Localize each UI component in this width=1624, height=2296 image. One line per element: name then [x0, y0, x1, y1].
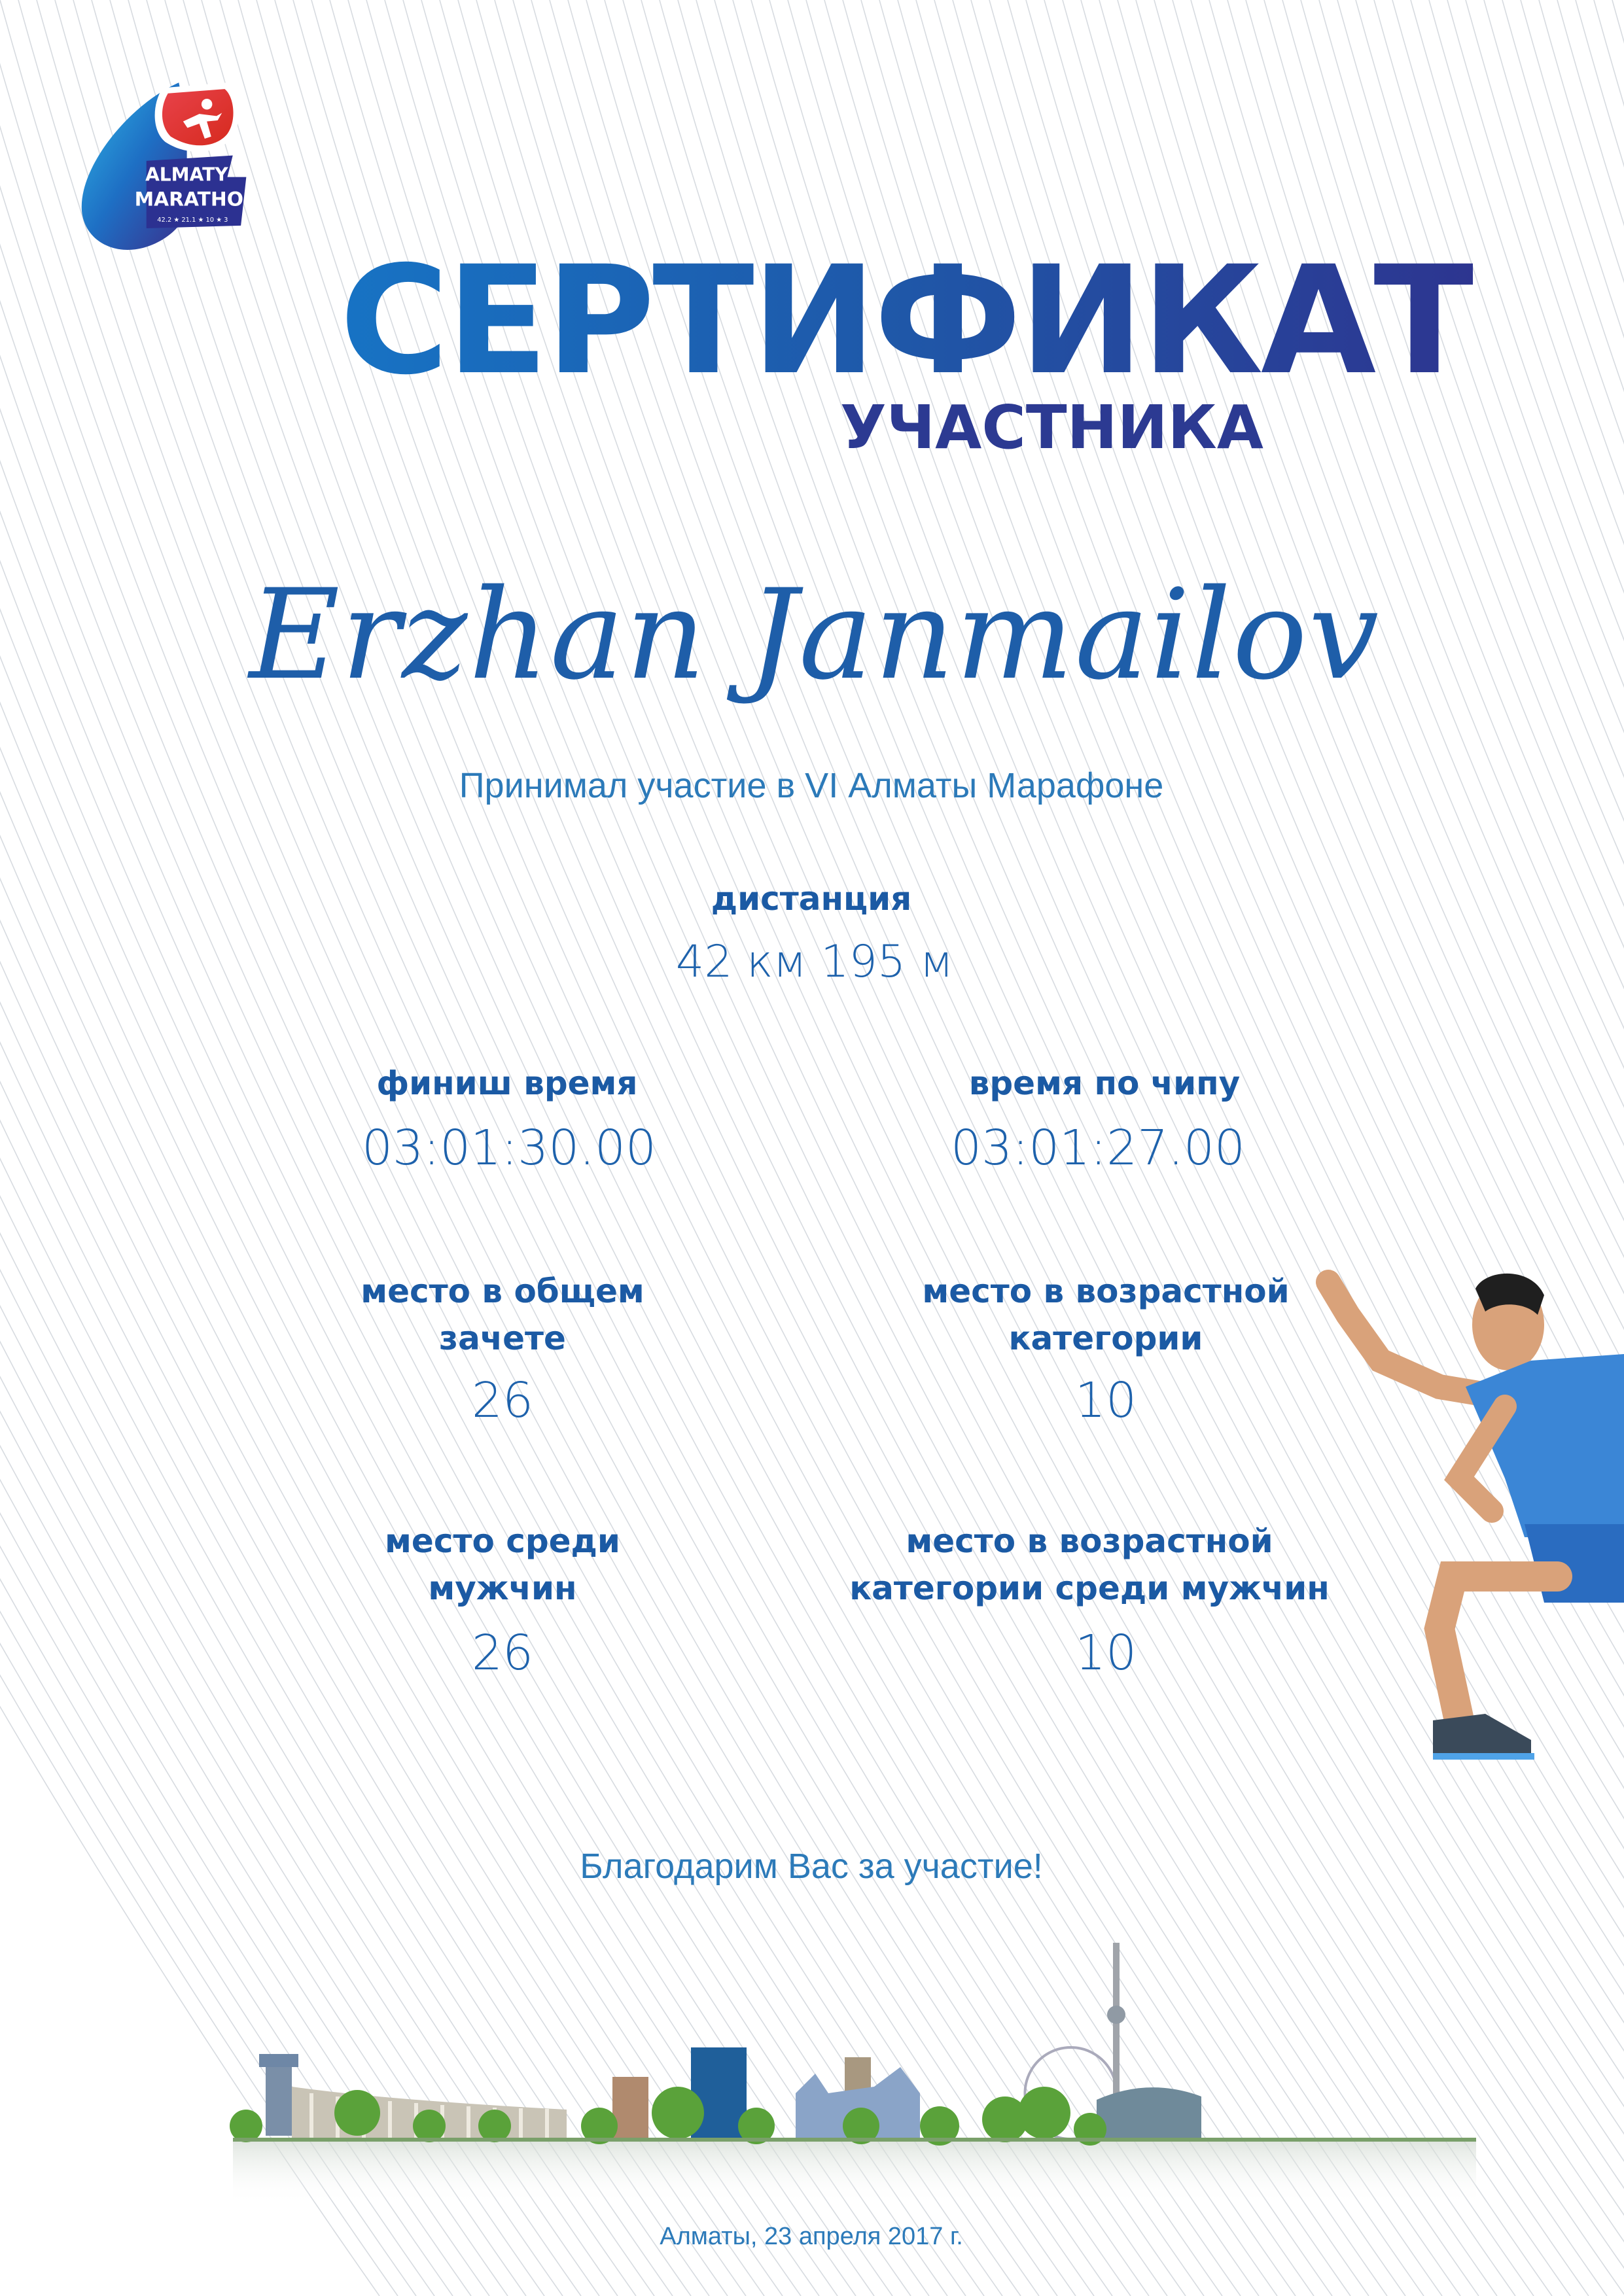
label-line: категории [1008, 1319, 1203, 1357]
background-line [1612, 0, 1624, 2296]
footer-date: Алматы, 23 апреля 2017 г. [660, 2223, 963, 2250]
label-line: категории среди мужчин [849, 1569, 1330, 1607]
background-line [1557, 0, 1624, 2296]
logo-line1: ALMATY [145, 164, 228, 186]
men-place-value: 26 [471, 1625, 534, 1681]
label-line: мужчин [428, 1569, 577, 1607]
background-line [1502, 0, 1624, 2296]
overall-place-label [361, 1268, 644, 1362]
participation-text: Принимал участие в VI Алматы Марафоне [459, 766, 1164, 805]
logo-line2: MARATHON [134, 188, 260, 211]
background-line [1594, 0, 1624, 2296]
overall-place-value: 26 [471, 1372, 534, 1429]
men-age-place-value: 10 [1074, 1625, 1137, 1681]
runner-image [1309, 1262, 1624, 1792]
distance-value: 42 км 195 м [675, 936, 954, 988]
chip-time-value: 03:01:27.00 [950, 1120, 1246, 1176]
label-line: место среди [385, 1522, 620, 1560]
logo-distances: 42.2 ★ 21.1 ★ 10 ★ 3 [157, 217, 228, 224]
age-place-value: 10 [1074, 1372, 1137, 1429]
men-age-place-label [849, 1518, 1330, 1612]
label-line: место в возрастной [922, 1272, 1290, 1310]
age-place-label [922, 1268, 1289, 1362]
label-line: место в возрастной [906, 1522, 1273, 1560]
background-line [1576, 0, 1624, 2296]
thanks-text: Благодарим Вас за участие! [580, 1847, 1043, 1886]
chip-time-label: время по чипу [968, 1064, 1241, 1102]
label-line: зачете [439, 1319, 566, 1357]
almaty-skyline-image [220, 1930, 1489, 2204]
men-place-label [385, 1518, 620, 1612]
certificate-title: СЕРТИФИКАТ [340, 234, 1473, 408]
finish-time-label: финиш время [376, 1064, 638, 1102]
almaty-marathon-logo [65, 62, 281, 265]
finish-time-value: 03:01:30.00 [361, 1120, 657, 1176]
distance-label: дистанция [711, 880, 912, 918]
certificate-subtitle: УЧАСТНИКА [839, 392, 1263, 462]
participant-name: Erzhan Janmailov [249, 563, 1381, 707]
background-line [1466, 0, 1624, 2296]
label-line: место в общем [361, 1272, 644, 1310]
